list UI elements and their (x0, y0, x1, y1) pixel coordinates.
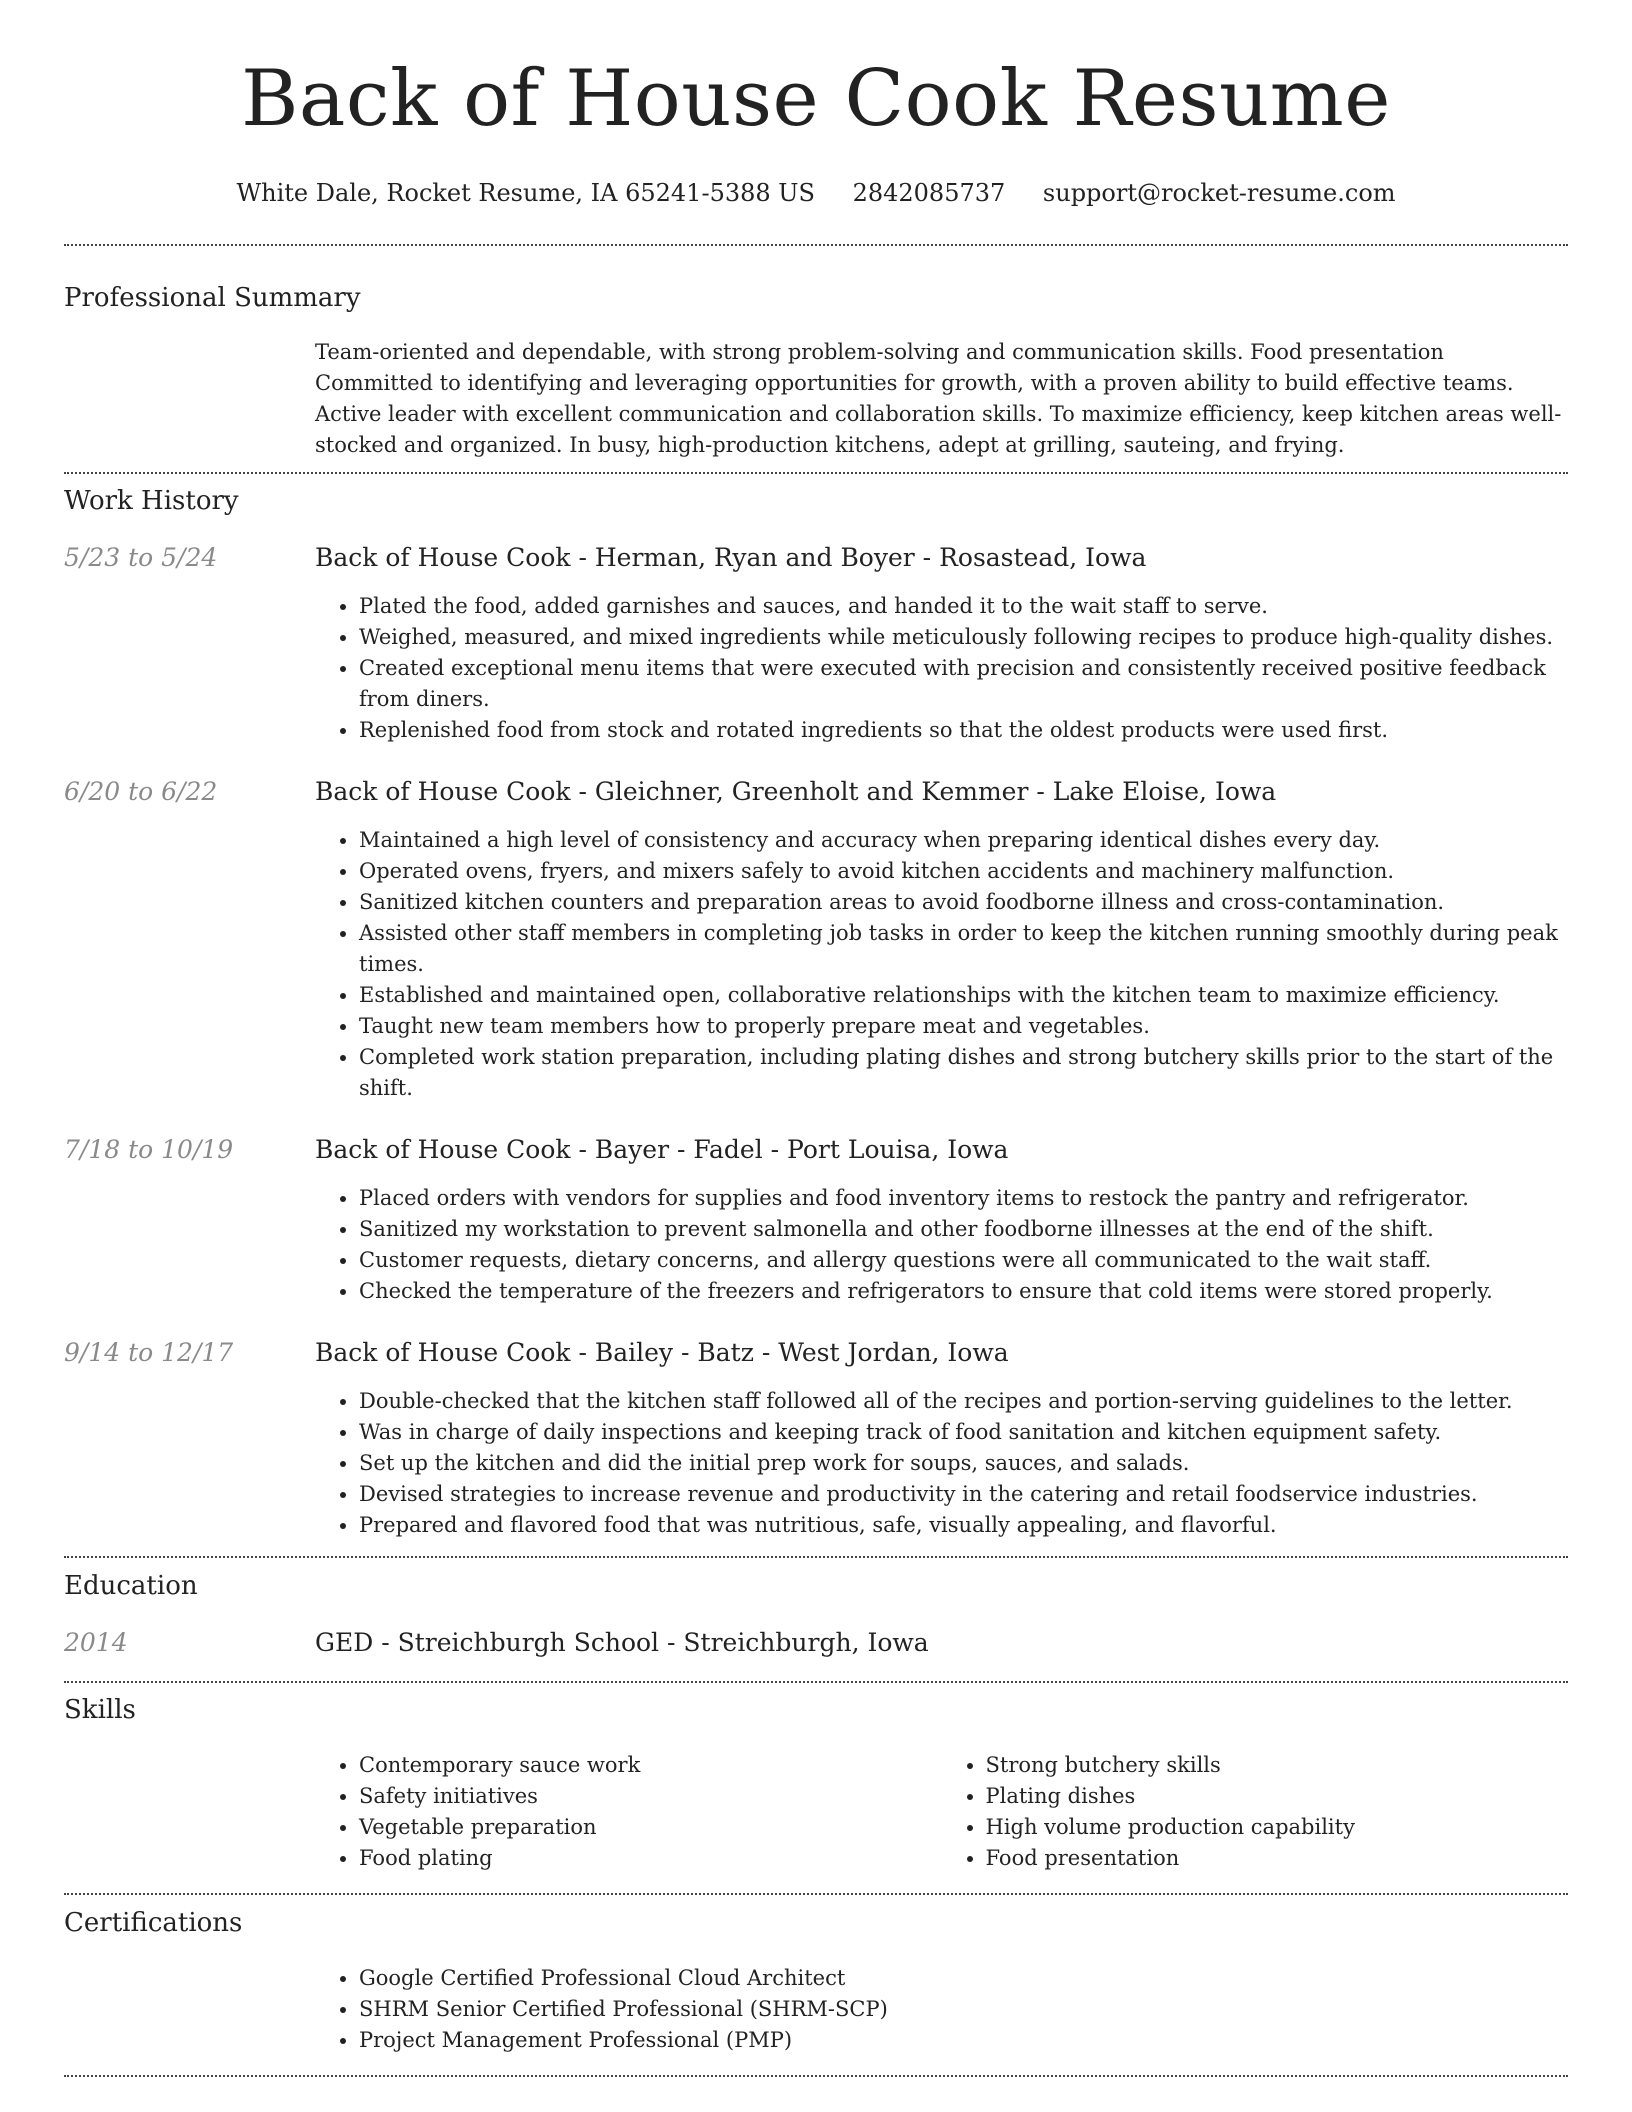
job-dates: 6/20 to 6/22 (64, 777, 218, 806)
skill-item: • Food plating (359, 1843, 942, 1874)
summary-section (64, 246, 1568, 461)
list-item: • Sanitized kitchen counters and preparation areas to avoid foodborne illness and cross-contamination. (359, 887, 1568, 918)
list-item: • Created exceptional menu items that were executed with precision and consistently received positive feedback from diners. (359, 653, 1568, 715)
skill-item: • Safety initiatives (359, 1781, 942, 1812)
list-item: • Taught new team members how to properly prepare meat and vegetables. (359, 1011, 1568, 1042)
skill-item: • Vegetable preparation (359, 1812, 942, 1843)
job-entry (64, 542, 1568, 746)
list-item: • Was in charge of daily inspections and keeping track of food sanitation and kitchen equipment safety. (359, 1417, 1568, 1448)
list-item: • Customer requests, dietary concerns, and allergy questions were all communicated to the wait staff. (359, 1245, 1568, 1276)
skills-list-left (315, 1750, 942, 1874)
certification-item: • Google Certified Professional Cloud Architect (359, 1963, 1568, 1994)
job-bullets (315, 1183, 1568, 1307)
summary-text: Team-oriented and dependable, with strong problem-solving and communication skills. Food presentation Committed to identifying and leveraging opportunities for growth, with a proven ability to build effective teams. Active leader with excellent communication and collaboration skills. To maximize efficiency, keep kitchen areas well-stocked and organized. In busy, high-production kitchens, adept at grilling, sauteing, and frying. (315, 340, 1562, 457)
summary-heading: Professional Summary (64, 283, 361, 313)
list-item: • Placed orders with vendors for supplies and food inventory items to restock the pantry and refrigerator. (359, 1183, 1568, 1214)
job-heading: Back of House Cook - Herman, Ryan and Boyer - Rosastead, Iowa (315, 543, 1147, 572)
skill-item: • Food presentation (986, 1843, 1569, 1874)
job-bullets (315, 825, 1568, 1104)
education-heading: Education (64, 1571, 198, 1601)
list-item: • Sanitized my workstation to prevent salmonella and other foodborne illnesses at the end of the shift. (359, 1214, 1568, 1245)
job-bullets (315, 1386, 1568, 1541)
job-entry (64, 776, 1568, 1104)
job-heading: Back of House Cook - Gleichner, Greenholt and Kemmer - Lake Eloise, Iowa (315, 777, 1277, 806)
skill-item: • Contemporary sauce work (359, 1750, 942, 1781)
job-entry (64, 1337, 1568, 1541)
list-item: • Completed work station preparation, including plating dishes and strong butchery skills prior to the start of the shift. (359, 1042, 1568, 1104)
list-item: • Operated ovens, fryers, and mixers safely to avoid kitchen accidents and machinery malfunction. (359, 856, 1568, 887)
work-history-section (64, 474, 1568, 1541)
list-item: • Double-checked that the kitchen staff followed all of the recipes and portion-serving guidelines to the letter. (359, 1386, 1568, 1417)
list-item: • Plated the food, added garnishes and sauces, and handed it to the wait staff to serve. (359, 591, 1568, 622)
list-item: • Replenished food from stock and rotated ingredients so that the oldest products were used first. (359, 715, 1568, 746)
skills-list-right (942, 1750, 1569, 1874)
job-heading: Back of House Cook - Bayer - Fadel - Port Louisa, Iowa (315, 1135, 1009, 1164)
job-dates: 9/14 to 12/17 (64, 1338, 234, 1367)
skills-heading: Skills (64, 1695, 136, 1725)
list-item: • Assisted other staff members in completing job tasks in order to keep the kitchen running smoothly during peak times. (359, 918, 1568, 980)
resume-title: Back of House Cook Resume (241, 54, 1391, 144)
list-item: • Devised strategies to increase revenue and productivity in the catering and retail foodservice industries. (359, 1479, 1568, 1510)
contact-phone: 2842085737 (852, 179, 1006, 207)
list-item: • Prepared and flavored food that was nutritious, safe, visually appealing, and flavorful. (359, 1510, 1568, 1541)
list-item: • Weighed, measured, and mixed ingredients while meticulously following recipes to produce high-quality dishes. (359, 622, 1568, 653)
list-item: • Set up the kitchen and did the initial prep work for soups, sauces, and salads. (359, 1448, 1568, 1479)
contact-email: support@rocket-resume.com (1042, 179, 1396, 207)
divider (64, 2075, 1568, 2077)
skill-item: • Plating dishes (986, 1781, 1569, 1812)
work-history-heading: Work History (64, 486, 239, 516)
contact-line (64, 178, 1568, 208)
list-item: • Maintained a high level of consistency and accuracy when preparing identical dishes every day. (359, 825, 1568, 856)
job-bullets (315, 591, 1568, 746)
resume-header (64, 0, 1568, 208)
skill-item: • Strong butchery skills (986, 1750, 1569, 1781)
job-entry (64, 1134, 1568, 1307)
certifications-heading: Certifications (64, 1908, 243, 1938)
list-item: • Checked the temperature of the freezers and refrigerators to ensure that cold items were stored properly. (359, 1276, 1568, 1307)
job-heading: Back of House Cook - Bailey - Batz - West Jordan, Iowa (315, 1338, 1009, 1367)
job-dates: 7/18 to 10/19 (64, 1135, 234, 1164)
contact-address: White Dale, Rocket Resume, IA 65241-5388 US (236, 179, 815, 207)
certification-item: • SHRM Senior Certified Professional (SHRM-SCP) (359, 1994, 1568, 2025)
skill-item: • High volume production capability (986, 1812, 1569, 1843)
education-section (64, 1558, 1568, 1659)
job-dates: 5/23 to 5/24 (64, 543, 218, 572)
list-item: • Established and maintained open, collaborative relationships with the kitchen team to maximize efficiency. (359, 980, 1568, 1011)
skills-section (64, 1683, 1568, 1874)
certifications-list (315, 1963, 1568, 2056)
education-heading-line: GED - Streichburgh School - Streichburgh, Iowa (315, 1628, 929, 1657)
certifications-section (64, 1895, 1568, 2056)
certification-item: • Project Management Professional (PMP) (359, 2025, 1568, 2056)
education-year: 2014 (64, 1628, 128, 1657)
